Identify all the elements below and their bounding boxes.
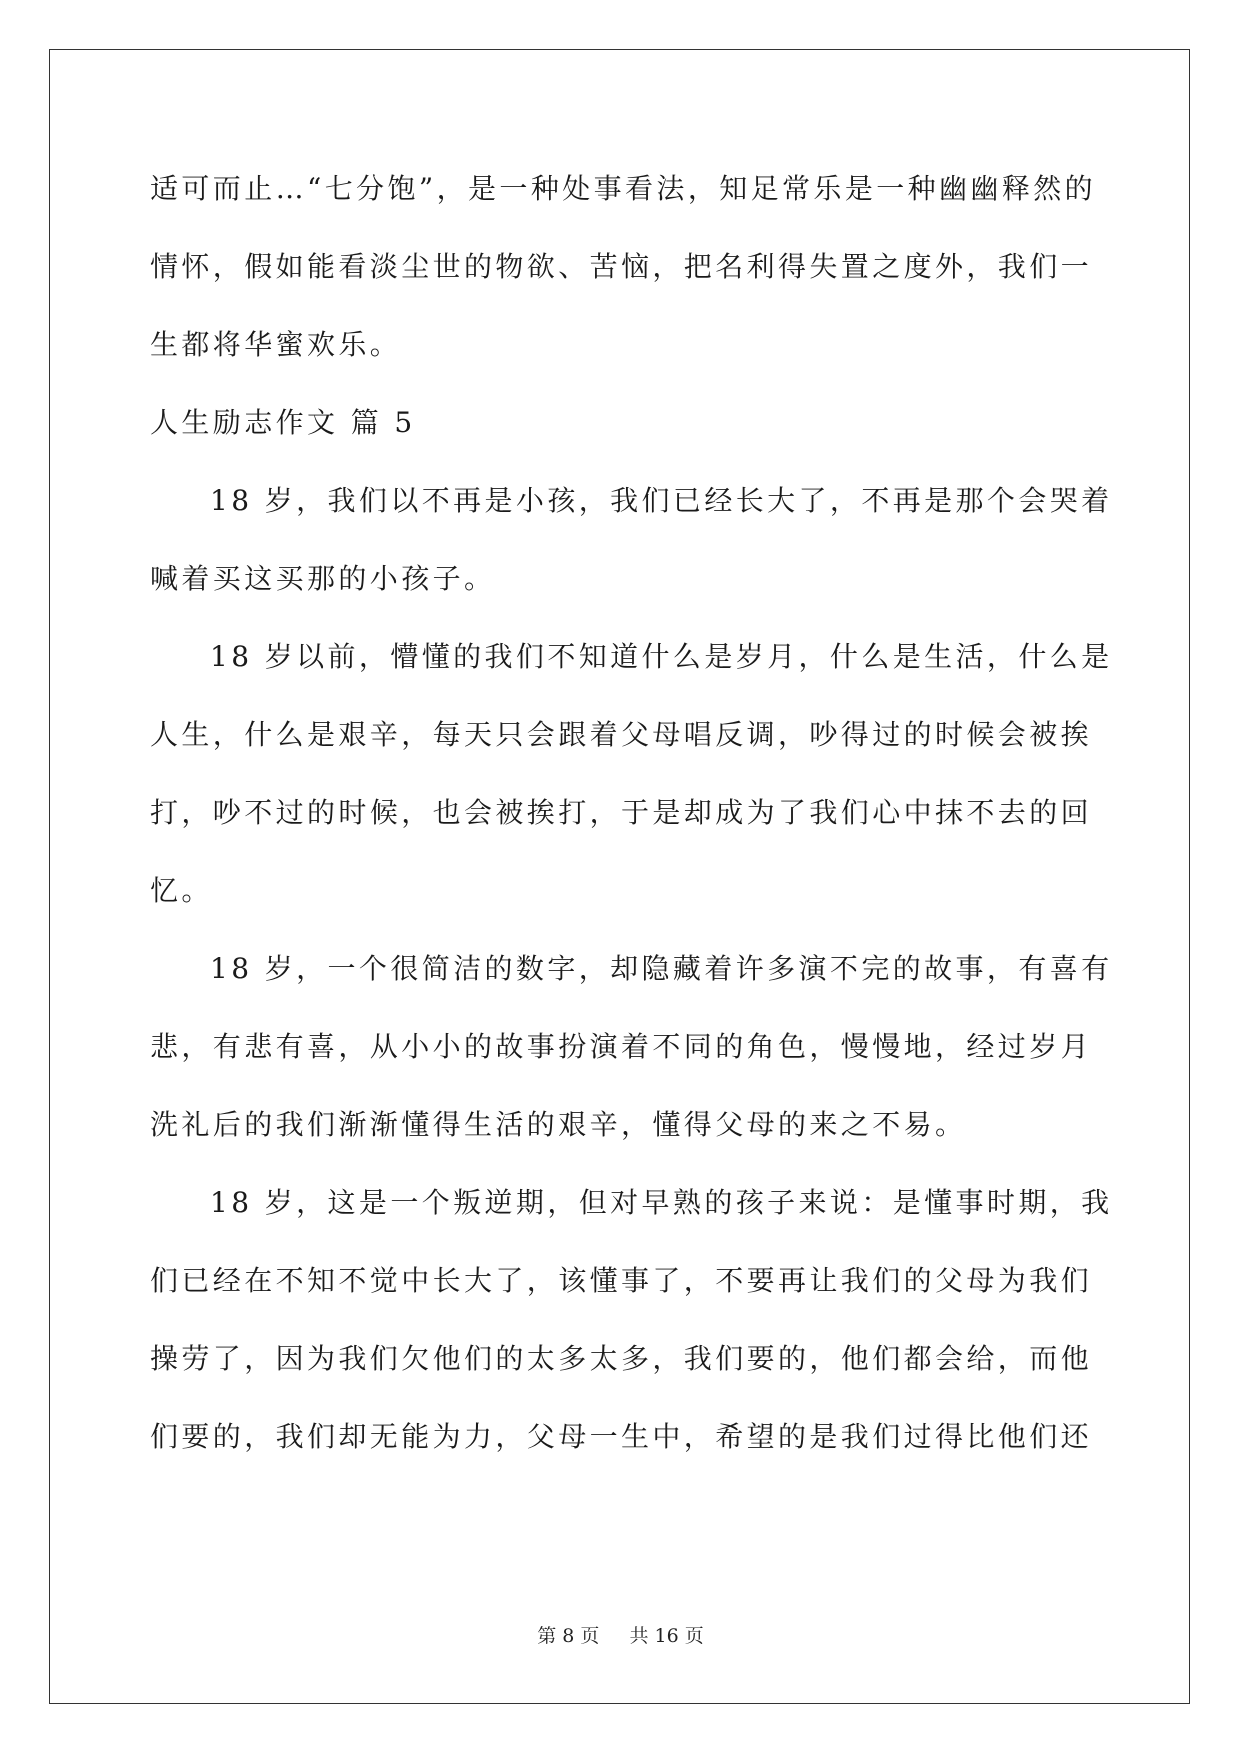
paragraph-start-line: 18 岁，一个很简洁的数字，却隐藏着许多演不完的故事，有喜有 [210,952,1113,985]
paragraph-start-line: 18 岁以前，懵懂的我们不知道什么是岁月，什么是生活，什么是 [210,640,1113,673]
text-line: 喊着买这买那的小孩子。 [150,562,496,595]
text-line: 适可而止…“七分饱”，是一种处事看法，知足常乐是一种幽幽释然的 [150,172,1097,205]
text-line: 情怀，假如能看淡尘世的物欲、苦恼，把名利得失置之度外，我们一 [150,250,1093,283]
current-page-label: 第 8 页 [537,1625,600,1647]
section-heading: 人生励志作文 篇 5 [150,406,416,439]
text-line: 悲，有悲有喜，从小小的故事扮演着不同的角色，慢慢地，经过岁月 [150,1030,1093,1063]
text-line: 打，吵不过的时候，也会被挨打，于是却成为了我们心中抹不去的回 [150,796,1093,829]
text-line: 洗礼后的我们渐渐懂得生活的艰辛，懂得父母的来之不易。 [150,1108,967,1141]
total-pages-label: 共 16 页 [629,1625,704,1647]
page-footer [0,1624,1241,1648]
text-line: 人生，什么是艰辛，每天只会跟着父母唱反调，吵得过的时候会被挨 [150,718,1093,751]
text-line: 操劳了，因为我们欠他们的太多太多，我们要的，他们都会给，而他 [150,1342,1093,1375]
paragraph-start-line: 18 岁，这是一个叛逆期，但对早熟的孩子来说：是懂事时期，我 [210,1186,1113,1219]
paragraph-start-line: 18 岁，我们以不再是小孩，我们已经长大了，不再是那个会哭着 [210,484,1113,517]
text-line: 们要的，我们却无能为力，父母一生中，希望的是我们过得比他们还 [150,1420,1093,1453]
document-body [150,150,1113,1476]
text-line: 忆。 [150,874,213,907]
text-line: 生都将华蜜欢乐。 [150,328,402,361]
text-line: 们已经在不知不觉中长大了，该懂事了，不要再让我们的父母为我们 [150,1264,1093,1297]
